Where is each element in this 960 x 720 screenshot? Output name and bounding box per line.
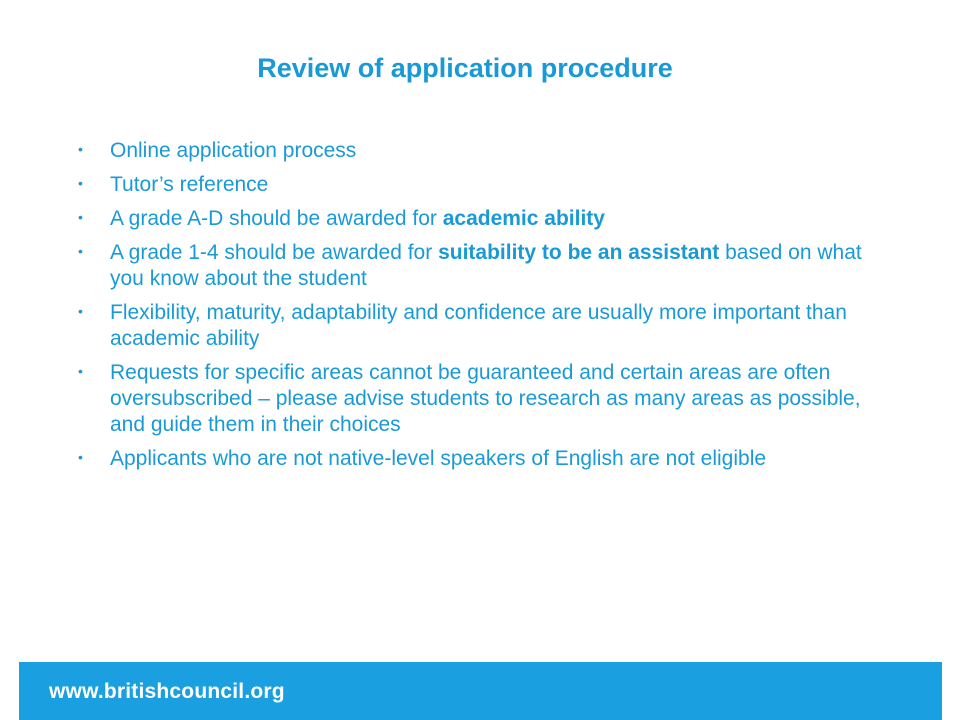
bullet-item	[78, 240, 878, 292]
bullet-text-run: Tutor’s reference	[110, 173, 269, 196]
bullet-icon: •	[78, 303, 83, 319]
footer-bar	[19, 662, 942, 720]
bullet-text	[110, 139, 356, 162]
bullet-emphasis: academic ability	[442, 207, 605, 230]
bullet-text	[110, 241, 862, 290]
bullet-icon: •	[78, 243, 83, 259]
slide-title: Review of application procedure	[257, 53, 673, 83]
bullet-icon: •	[78, 141, 83, 157]
bullet-icon: •	[78, 209, 83, 225]
bullet-text	[110, 207, 605, 230]
bullet-text-run: A grade A-D should be awarded for	[110, 207, 443, 230]
bullet-item	[78, 172, 878, 198]
bullet-text	[110, 301, 847, 350]
bullet-text-run: Requests for specific areas cannot be guaranteed and certain areas are often oversubscribed – please advise students to research as many areas as possible, and guide them in their choices	[110, 361, 861, 436]
bullet-text-run: Applicants who are not native-level speakers of English are not eligible	[110, 447, 767, 470]
bullet-item	[78, 138, 878, 164]
bullet-text-run: Flexibility, maturity, adaptability and confidence are usually more important than academic ability	[110, 301, 847, 350]
bullet-emphasis: suitability to be an assistant	[438, 241, 720, 264]
bullet-icon: •	[78, 363, 83, 379]
bullet-item	[78, 206, 878, 232]
bullet-list	[78, 138, 878, 480]
bullet-text-run: Online application process	[110, 139, 357, 162]
footer-url-link[interactable]: www.britishcouncil.org	[49, 680, 285, 703]
bullet-text-run: A grade 1-4 should be awarded for	[110, 241, 439, 264]
bullet-icon: •	[78, 449, 83, 465]
bullet-text	[110, 173, 268, 196]
bullet-item	[78, 360, 878, 438]
bullet-text	[110, 447, 766, 470]
bullet-text-run: based on what you know about the student	[110, 241, 862, 290]
bullet-item	[78, 300, 878, 352]
bullet-text	[110, 361, 861, 436]
bullet-icon: •	[78, 175, 83, 191]
bullet-item	[78, 446, 878, 472]
